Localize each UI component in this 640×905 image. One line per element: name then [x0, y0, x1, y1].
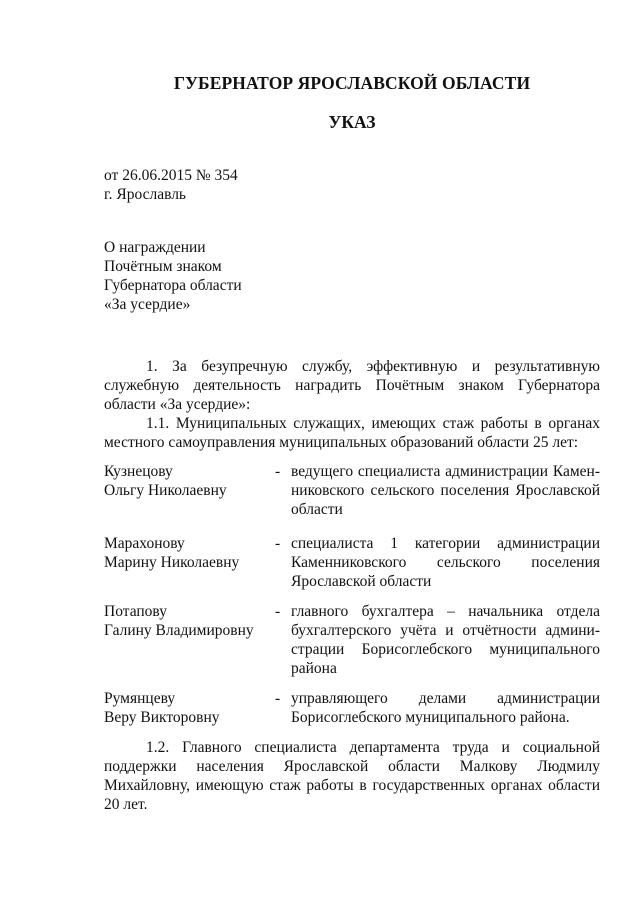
position-line: специалиста 1 категории администрации — [291, 535, 600, 552]
awardee-surname: Кузнецову — [104, 463, 173, 480]
date-and-number: от 26.06.2015 № 354 — [104, 167, 238, 184]
awardee-surname: Румянцеву — [104, 690, 176, 707]
awardee-surname: Потапову — [104, 603, 167, 620]
dash-separator: - — [275, 535, 281, 552]
position-line: района — [291, 660, 337, 677]
issue-city: г. Ярославль — [104, 186, 186, 203]
paragraph-1-1: 1.1. Муниципальных служащих, имеющих стаж работы в органах местного самоуправления муниципальных образований области 25 лет: — [104, 415, 600, 451]
position-line: управляющего делами администрации — [291, 690, 600, 707]
position-line: Каменниковского сельского поселения — [291, 554, 600, 571]
position-line: области — [291, 501, 343, 518]
awardee-name — [104, 602, 274, 640]
awardee-position — [291, 689, 600, 727]
awardee-position — [291, 462, 600, 519]
awardee-name — [104, 689, 274, 727]
subject-line: Почётным знаком — [104, 258, 222, 275]
position-line: главного бухгалтера – начальника отдела — [291, 603, 600, 620]
awardee-position — [291, 534, 600, 591]
position-line: ведущего специалиста администрации Камен- — [291, 463, 600, 480]
dash-separator: - — [275, 463, 281, 480]
paragraph-1-2: 1.2. Главного специалиста департамента труда и социальной поддержки населения Ярославской области Малкову Людмилу Михайловну, имеющую стаж работы в государственных органах области 20 лет. — [104, 739, 600, 813]
subject-line: О награждении — [104, 239, 206, 256]
document-type: УКАЗ — [328, 112, 376, 132]
awardee-given-name: Марину Николаевну — [104, 554, 240, 571]
paragraph-1: 1. За безупречную службу, эффективную и результативную служебную деятельность наградить Почётным знаком Губернатора области «За усердие»: — [104, 358, 600, 413]
decree-body-continued — [104, 738, 600, 814]
decree-body — [104, 357, 600, 452]
awardee-given-name: Галину Владимировну — [104, 622, 254, 639]
awardee-given-name: Веру Викторовну — [104, 709, 220, 726]
decree-subject — [104, 238, 242, 314]
dash-separator: - — [275, 690, 281, 707]
awardee-name — [104, 534, 274, 572]
issuing-authority: ГУБЕРНАТОР ЯРОСЛАВСКОЙ ОБЛАСТИ — [173, 73, 531, 93]
position-line: Ярославской области — [291, 573, 432, 590]
position-line: никовского сельского поселения Ярославской — [291, 482, 600, 499]
awardee-surname: Марахонову — [104, 535, 185, 552]
subject-line: «За усердие» — [104, 296, 191, 313]
position-line: Борисоглебского муниципального района. — [291, 709, 570, 726]
subject-line: Губернатора области — [104, 277, 242, 294]
position-line: страции Борисоглебского муниципального — [291, 641, 600, 658]
position-line: бухгалтерского учёта и отчётности админи- — [291, 622, 600, 639]
awardee-name — [104, 462, 274, 500]
dash-separator: - — [275, 603, 281, 620]
awardee-given-name: Ольгу Николаевну — [104, 482, 227, 499]
awardee-position — [291, 602, 600, 678]
